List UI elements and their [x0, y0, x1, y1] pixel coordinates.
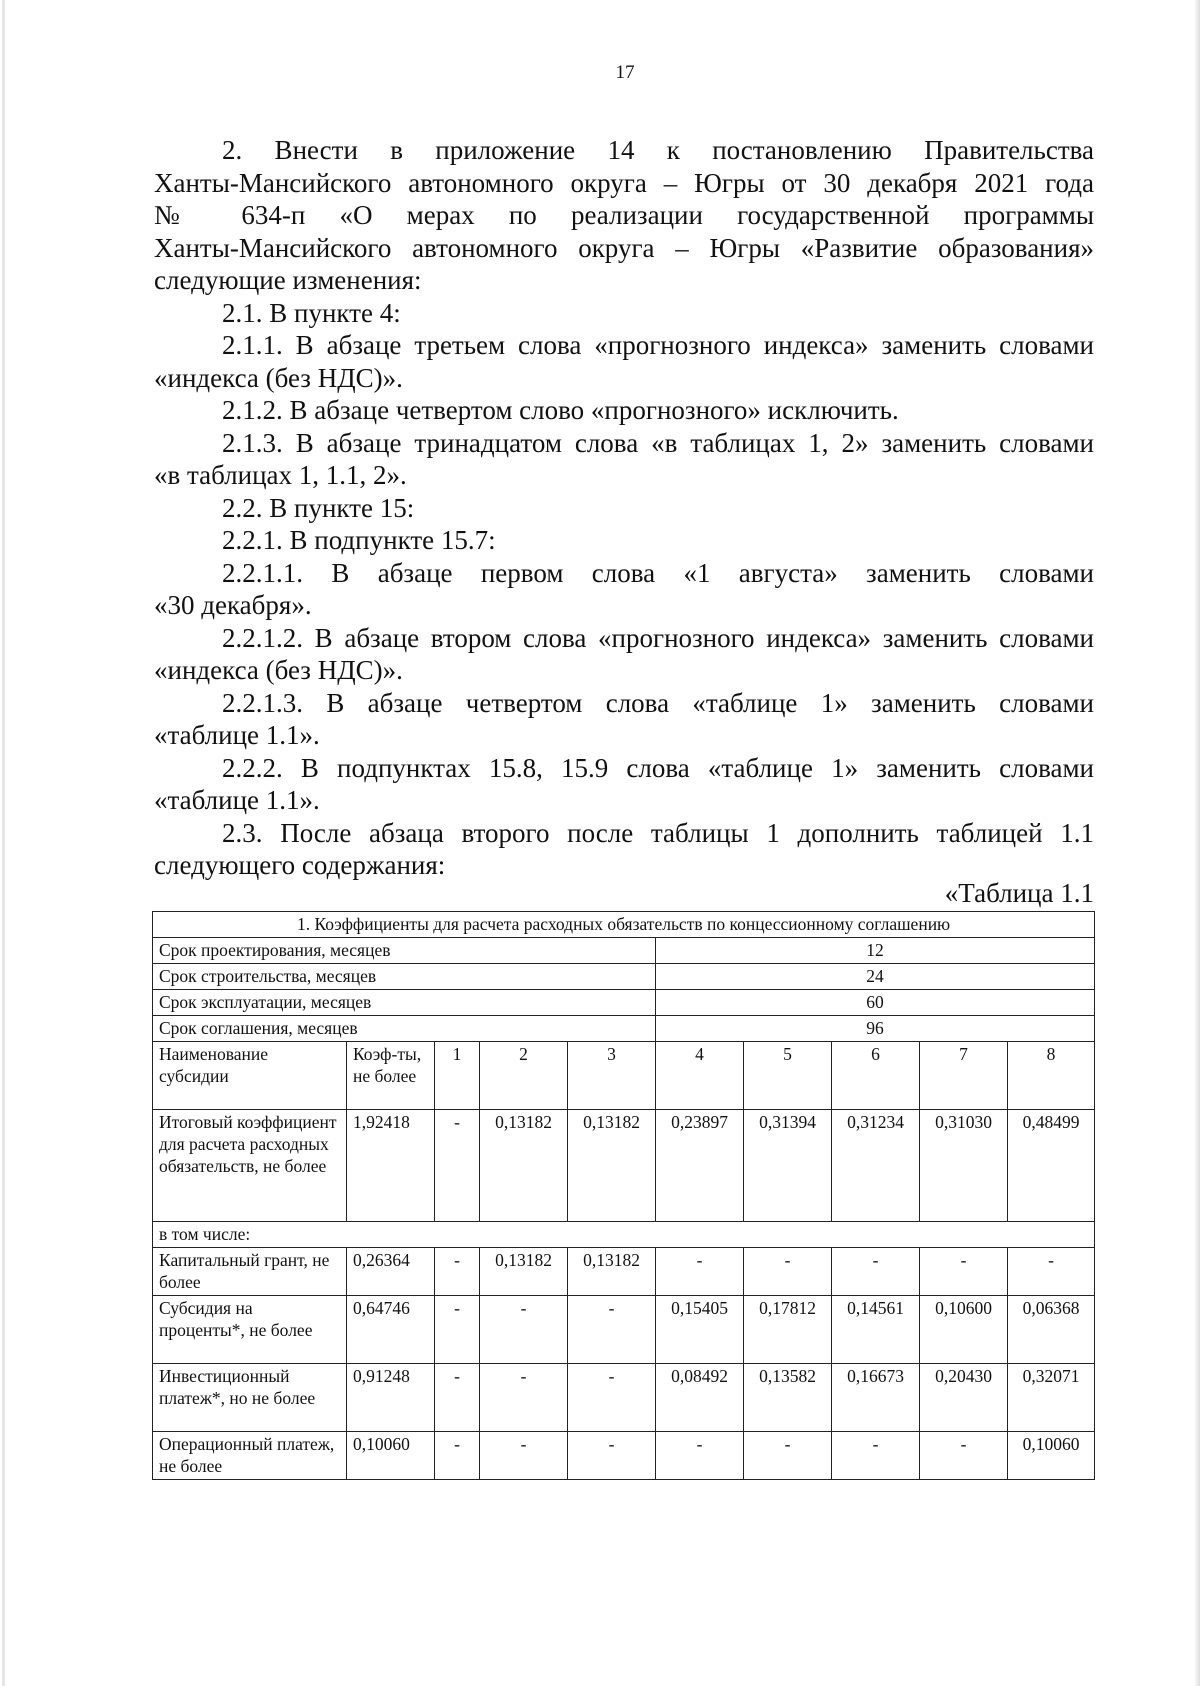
- table-cell: 0,31234: [832, 1110, 920, 1222]
- scan-left-edge: [2, 0, 5, 1686]
- table-cell: 0,06368: [1008, 1296, 1095, 1364]
- table-cell: 0,20430: [920, 1364, 1008, 1432]
- table-row-total: [153, 1110, 1095, 1222]
- header-cell: 8: [1008, 1042, 1095, 1110]
- table-cell: -: [568, 1364, 656, 1432]
- para-2-line-4: Ханты-Мансийского автономного округа – Югры «Развитие образования»: [154, 233, 1094, 263]
- table-cell: -: [435, 1110, 480, 1222]
- table-cell: 0,15405: [656, 1296, 744, 1364]
- term-value: 24: [656, 964, 1095, 990]
- term-label: Срок эксплуатации, месяцев: [153, 990, 656, 1016]
- table-cell: 0,31030: [920, 1110, 1008, 1222]
- table-title: 1. Коэффициенты для расчета расходных обязательств по концессионному соглашению: [153, 912, 1095, 938]
- item-2-1: 2.1. В пункте 4:: [222, 298, 401, 328]
- row-label: Операционный платеж, не более: [153, 1432, 347, 1480]
- table-cell: 0,91248: [347, 1364, 435, 1432]
- table-cell: -: [920, 1248, 1008, 1296]
- table-cell: 0,64746: [347, 1296, 435, 1364]
- item-2-2-2-cont: «таблице 1.1».: [154, 785, 320, 815]
- table-cell: 0,23897: [656, 1110, 744, 1222]
- header-cell: 5: [744, 1042, 832, 1110]
- para-2-line-5: следующие изменения:: [154, 265, 422, 295]
- table-cell: -: [480, 1364, 568, 1432]
- item-2-1-3: 2.1.3. В абзаце тринадцатом слова «в таблицах 1, 2» заменить словами: [222, 428, 1094, 458]
- table-cell: -: [744, 1248, 832, 1296]
- table-row: [153, 1364, 1095, 1432]
- table-cell: -: [480, 1432, 568, 1480]
- table-cell: 0,10600: [920, 1296, 1008, 1364]
- scan-right-edge: [1194, 0, 1200, 1686]
- term-label: Срок соглашения, месяцев: [153, 1016, 656, 1042]
- item-2-2-2: 2.2.2. В подпунктах 15.8, 15.9 слова «таблице 1» заменить словами: [222, 753, 1094, 783]
- table-cell: 0,13182: [568, 1248, 656, 1296]
- table-cell: -: [1008, 1248, 1095, 1296]
- table-cell: -: [832, 1432, 920, 1480]
- table-cell: 1,92418: [347, 1110, 435, 1222]
- term-label: Срок строительства, месяцев: [153, 964, 656, 990]
- term-row: [153, 964, 1095, 990]
- table-cell: 0,13182: [480, 1248, 568, 1296]
- term-row: [153, 1016, 1095, 1042]
- table-cell: 0,13182: [480, 1110, 568, 1222]
- header-cell: 4: [656, 1042, 744, 1110]
- row-label: Субсидия на проценты*, не более: [153, 1296, 347, 1364]
- table-cell: 0,10060: [347, 1432, 435, 1480]
- term-value: 96: [656, 1016, 1095, 1042]
- item-2-2-1-2-cont: «индекса (без НДС)».: [154, 655, 403, 685]
- header-cell: 1: [435, 1042, 480, 1110]
- table-caption: «Таблица 1.1: [944, 878, 1094, 908]
- para-2-line-2: Ханты-Мансийского автономного округа – Югры от 30 декабря 2021 года: [154, 168, 1094, 198]
- header-cell: Наименование субсидии: [153, 1042, 347, 1110]
- table-cell: 0,26364: [347, 1248, 435, 1296]
- para-2-line-3: № 634-п «О мерах по реализации государственной программы: [154, 200, 1094, 230]
- table-cell: -: [568, 1432, 656, 1480]
- header-cell: 6: [832, 1042, 920, 1110]
- item-2-3: 2.3. После абзаца второго после таблицы 1 дополнить таблицей 1.1: [222, 818, 1094, 848]
- row-label: Инвестиционный платеж*, но не более: [153, 1364, 347, 1432]
- item-2-2-1-3-cont: «таблице 1.1».: [154, 720, 320, 750]
- item-2-1-2: 2.1.2. В абзаце четвертом слово «прогнозного» исключить.: [222, 395, 899, 425]
- table-cell: 0,32071: [1008, 1364, 1095, 1432]
- table-cell: -: [656, 1248, 744, 1296]
- table-cell: 0,17812: [744, 1296, 832, 1364]
- item-2-2-1-1-cont: «30 декабря».: [154, 590, 312, 620]
- header-cell: 7: [920, 1042, 1008, 1110]
- term-label: Срок проектирования, месяцев: [153, 938, 656, 964]
- table-cell: -: [480, 1296, 568, 1364]
- table-cell: 0,08492: [656, 1364, 744, 1432]
- item-2-2-1-1: 2.2.1.1. В абзаце первом слова «1 августа» заменить словами: [222, 558, 1094, 588]
- term-value: 12: [656, 938, 1095, 964]
- table-title-row: [153, 912, 1095, 938]
- item-2-1-1: 2.1.1. В абзаце третьем слова «прогнозного индекса» заменить словами: [222, 330, 1094, 360]
- table-cell: 0,13182: [568, 1110, 656, 1222]
- item-2-2: 2.2. В пункте 15:: [222, 493, 415, 523]
- table-cell: 0,14561: [832, 1296, 920, 1364]
- table-cell: -: [435, 1432, 480, 1480]
- row-label: Итоговый коэффициент для расчета расходных обязательств, не более: [153, 1110, 347, 1222]
- table-header-row: [153, 1042, 1095, 1110]
- item-2-1-3-cont: «в таблицах 1, 1.1, 2».: [154, 460, 407, 490]
- row-label: Капитальный грант, не более: [153, 1248, 347, 1296]
- header-cell: 3: [568, 1042, 656, 1110]
- table-cell: -: [744, 1432, 832, 1480]
- table-cell: -: [920, 1432, 1008, 1480]
- para-2-line-1: 2. Внести в приложение 14 к постановлению Правительства: [222, 135, 1094, 165]
- table-cell: 0,13582: [744, 1364, 832, 1432]
- table-row: [153, 1248, 1095, 1296]
- table-cell: -: [435, 1248, 480, 1296]
- table-cell: -: [435, 1364, 480, 1432]
- header-cell: Коэф-ты, не более: [347, 1042, 435, 1110]
- table-cell: 0,48499: [1008, 1110, 1095, 1222]
- item-2-2-1: 2.2.1. В подпункте 15.7:: [222, 525, 496, 555]
- including-row: [153, 1222, 1095, 1248]
- table-cell: -: [656, 1432, 744, 1480]
- term-row: [153, 990, 1095, 1016]
- header-cell: 2: [480, 1042, 568, 1110]
- item-2-2-1-3: 2.2.1.3. В абзаце четвертом слова «таблице 1» заменить словами: [222, 688, 1094, 718]
- including-label: в том числе:: [153, 1222, 1095, 1248]
- table-cell: 0,16673: [832, 1364, 920, 1432]
- table-cell: -: [568, 1296, 656, 1364]
- item-2-2-1-2: 2.2.1.2. В абзаце втором слова «прогнозного индекса» заменить словами: [222, 623, 1094, 653]
- table-cell: -: [435, 1296, 480, 1364]
- term-value: 60: [656, 990, 1095, 1016]
- term-row: [153, 938, 1095, 964]
- item-2-3-cont: следующего содержания:: [154, 850, 446, 880]
- table-cell: 0,10060: [1008, 1432, 1095, 1480]
- coefficients-table: [152, 911, 1095, 1480]
- item-2-1-1-cont: «индекса (без НДС)».: [154, 363, 403, 393]
- table-row: [153, 1432, 1095, 1480]
- table-row: [153, 1296, 1095, 1364]
- table-cell: 0,31394: [744, 1110, 832, 1222]
- page-number: 17: [615, 62, 635, 83]
- table-cell: -: [832, 1248, 920, 1296]
